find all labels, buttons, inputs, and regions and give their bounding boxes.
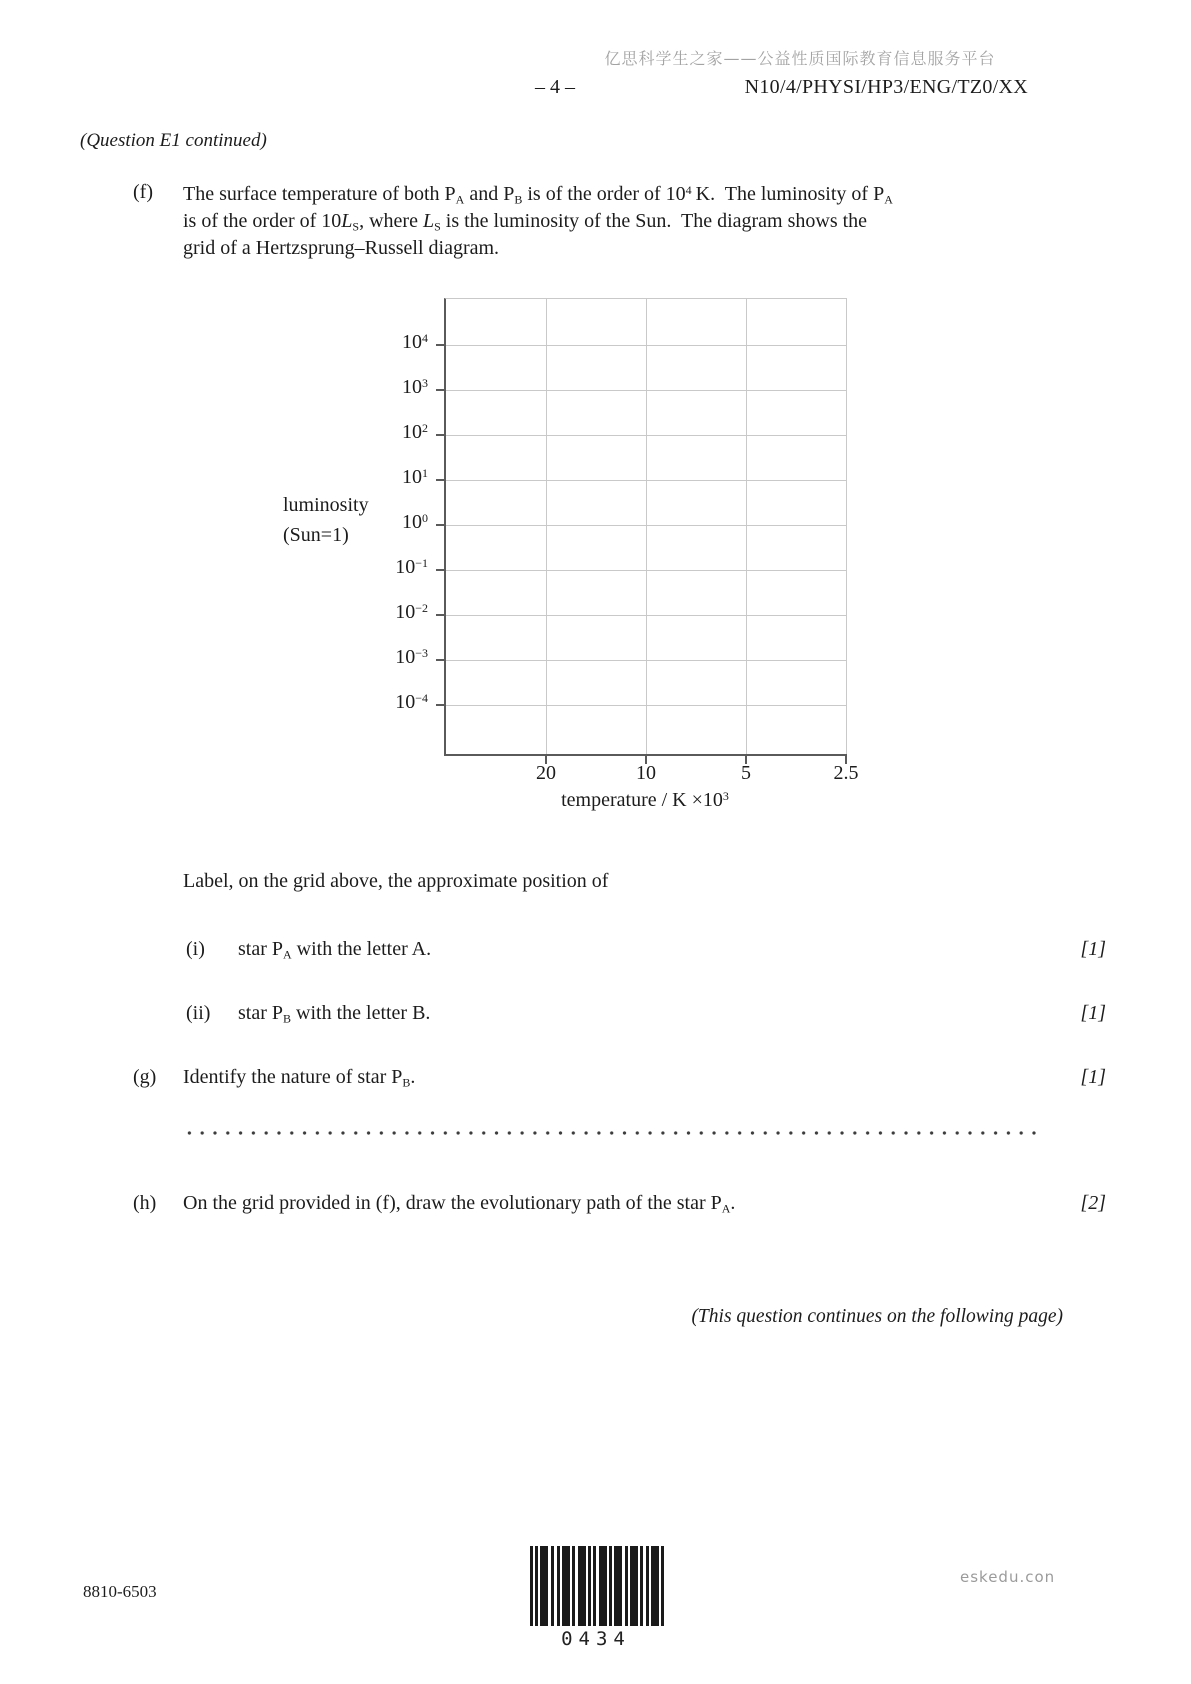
item-i-marker: (i) (186, 938, 205, 960)
barcode-bar (540, 1546, 548, 1626)
part-f-line: is of the order of $10L_S$, where $L_S$ is the luminosity of the Sun. The diagram shows the (183, 210, 868, 234)
gridline-vertical (746, 299, 747, 754)
item-h-text: On the grid provided in (f), draw the evolutionary path of the star $P_A$. (183, 1192, 736, 1216)
barcode-bar (661, 1546, 664, 1626)
item-g-text: Identify the nature of star $P_B$. (183, 1066, 416, 1090)
x-axis-tick-label: 5 (741, 762, 751, 784)
barcode-number: 0434 (561, 1628, 631, 1650)
y-axis-tick-label: $10^{-3}$ (395, 646, 428, 668)
barcode-bar (651, 1546, 659, 1626)
barcode-bar (630, 1546, 638, 1626)
y-axis-tick (436, 344, 446, 346)
item-h-marks: [2] (1080, 1192, 1106, 1214)
gridline-vertical (546, 299, 547, 754)
answer-dotted-line (183, 1130, 1043, 1136)
y-axis-tick (436, 614, 446, 616)
x-axis-tick-label: 2.5 (833, 762, 859, 784)
y-axis-tick (436, 389, 446, 391)
gridline-vertical (646, 299, 647, 754)
barcode-bar (614, 1546, 622, 1626)
x-axis-title: temperature / $K \times 10^3$ (561, 789, 729, 811)
item-ii-text: star $P_B$ with the letter B. (238, 1002, 431, 1026)
y-axis-tick-label: $10^{-4}$ (395, 691, 428, 713)
continues-on-next-page-note: (This question continues on the following page) (691, 1306, 1063, 1327)
y-axis-tick-label: $10^2$ (402, 421, 428, 443)
item-g-marker: (g) (133, 1066, 157, 1088)
item-g-marks: [1] (1080, 1066, 1106, 1088)
x-axis-tick-label: 10 (636, 762, 656, 784)
y-axis-tick (436, 569, 446, 571)
header-watermark: 亿思科学生之家——公益性质国际教育信息服务平台 (604, 49, 996, 68)
y-axis-tick (436, 434, 446, 436)
part-f-line: The surface temperature of both $P_A$ and $P_B$ is of the order of $10^4$ K. The luminosity of $P_A$ (183, 183, 893, 207)
task-intro: Label, on the grid above, the approximate position of (183, 870, 609, 892)
item-i-text: star $P_A$ with the letter A. (238, 938, 432, 962)
barcode-bar (562, 1546, 570, 1626)
y-axis-tick-label: $10^{-2}$ (395, 601, 428, 623)
x-axis-tick-label: 20 (536, 762, 556, 784)
footer-document-code: 8810-6503 (83, 1582, 157, 1601)
y-axis-tick-label: $10^1$ (402, 466, 428, 488)
y-axis-tick (436, 524, 446, 526)
y-axis-tick (436, 479, 446, 481)
y-axis-title-line: luminosity (283, 494, 369, 516)
page-number: – 4 – (535, 76, 575, 98)
y-axis-tick-label: $10^4$ (402, 331, 428, 353)
y-axis-tick-label: $10^{-1}$ (395, 556, 428, 578)
barcode (530, 1546, 664, 1626)
y-axis-title-line: (Sun=1) (283, 524, 349, 546)
y-axis-tick-label: $10^3$ (402, 376, 428, 398)
y-axis-tick (436, 659, 446, 661)
y-axis-tick-label: $10^0$ (402, 511, 428, 533)
barcode-bar (578, 1546, 586, 1626)
item-ii-marks: [1] (1080, 1002, 1106, 1024)
y-axis-title (283, 490, 369, 550)
y-axis-tick (436, 704, 446, 706)
paper-code: N10/4/PHYSI/HP3/ENG/TZ0/XX (744, 76, 1028, 98)
part-f-line: grid of a Hertzsprung–Russell diagram. (183, 237, 500, 259)
footer-watermark: eskedu.con (960, 1568, 1056, 1586)
barcode-bar (599, 1546, 607, 1626)
question-continued-note: (Question E1 continued) (80, 130, 267, 151)
part-f-text (183, 181, 1035, 262)
part-f-marker: (f) (133, 181, 153, 203)
item-i-marks: [1] (1080, 938, 1106, 960)
hr-diagram-grid (395, 298, 859, 784)
item-h-marker: (h) (133, 1192, 157, 1214)
item-ii-marker: (ii) (186, 1002, 211, 1024)
